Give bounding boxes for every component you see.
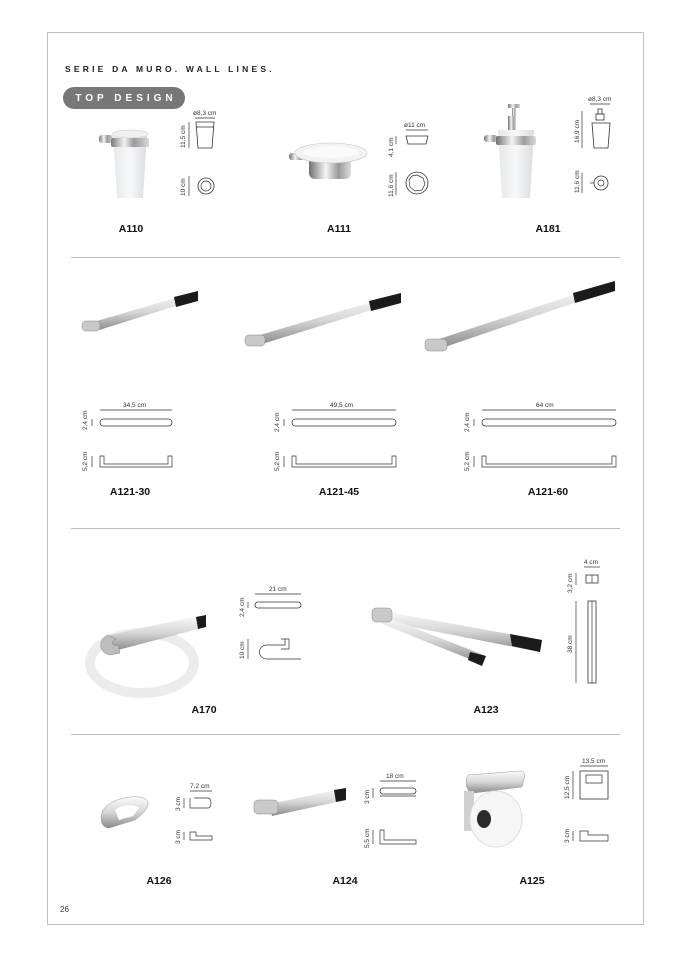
- dim-a121-45-depth: 5,2 cm: [274, 451, 281, 471]
- technical-drawing-a123: [560, 555, 615, 690]
- product-image-a121-45: [243, 285, 403, 355]
- dim-a126-depth: 3 cm: [175, 829, 182, 844]
- product-code-a121-30: A121-30: [109, 486, 151, 498]
- dim-a121-60-depth: 5,2 cm: [464, 451, 471, 471]
- dim-a125-height: 12,5 cm: [564, 775, 571, 799]
- product-code-a125: A125: [519, 875, 545, 887]
- product-image-a125: [460, 765, 530, 860]
- technical-drawing-a124: [358, 770, 423, 852]
- dim-a110-depth: 10 cm: [180, 178, 187, 196]
- dim-a170-length: 21 cm: [269, 586, 287, 593]
- dim-a170-depth: 10 cm: [239, 641, 246, 659]
- dim-a124-height: 3 cm: [364, 789, 371, 804]
- product-code-a124: A124: [332, 875, 358, 887]
- product-image-a123: [370, 600, 550, 690]
- technical-drawing-a111: [380, 120, 435, 205]
- section-divider-1: [71, 257, 620, 258]
- product-image-a121-60: [423, 275, 618, 360]
- product-code-a126: A126: [146, 875, 172, 887]
- technical-drawing-a121-45: [270, 398, 400, 476]
- product-code-a181: A181: [535, 223, 561, 235]
- page-number: 26: [60, 905, 69, 914]
- product-code-a121-45: A121-45: [318, 486, 360, 498]
- technical-drawing-a125: [558, 755, 618, 850]
- dim-a121-30-length: 34,5 cm: [123, 402, 147, 409]
- dim-a111-diameter: ø11 cm: [404, 122, 426, 129]
- dim-a110-height: 11,5 cm: [180, 125, 187, 148]
- dim-a110-diameter: ø8,3 cm: [193, 110, 217, 117]
- dim-a126-height: 3 cm: [175, 796, 182, 811]
- dim-a123-height: 3,2 cm: [567, 573, 574, 593]
- product-image-a121-30: [80, 285, 205, 345]
- dim-a111-height: 4,1 cm: [388, 137, 395, 157]
- product-image-a181: [478, 100, 548, 205]
- dim-a126-width: 7,2 cm: [190, 783, 210, 790]
- product-code-a170: A170: [191, 704, 217, 716]
- dim-a121-30-thickness: 2,4 cm: [82, 410, 89, 430]
- dim-a181-height: 16,9 cm: [574, 119, 581, 143]
- dim-a121-60-length: 64 cm: [536, 402, 554, 409]
- product-code-a111: A111: [327, 223, 351, 235]
- series-title: SERIE DA MURO. WALL LINES.: [65, 64, 275, 74]
- product-code-a110: A110: [118, 223, 144, 235]
- product-image-a126: [95, 790, 155, 835]
- section-divider-2: [71, 528, 620, 529]
- dim-a121-45-length: 49,5 cm: [330, 402, 354, 409]
- dim-a123-width: 4 cm: [584, 559, 599, 566]
- section-divider-3: [71, 734, 620, 735]
- dim-a121-45-thickness: 2,4 cm: [274, 412, 281, 432]
- dim-a181-depth: 11,6 cm: [574, 170, 581, 193]
- technical-drawing-a121-30: [78, 398, 178, 476]
- technical-drawing-a126: [170, 780, 220, 850]
- dim-a170-thickness: 2,4 cm: [239, 597, 246, 617]
- dim-a181-diameter: ø8,3 cm: [588, 96, 612, 103]
- technical-drawing-a170: [233, 583, 308, 668]
- dim-a124-depth: 5,5 cm: [364, 828, 371, 848]
- product-image-a110: [95, 120, 165, 205]
- dim-a125-depth: 3 cm: [564, 828, 571, 843]
- dim-a121-30-depth: 5,2 cm: [82, 451, 89, 471]
- product-code-a123: A123: [473, 704, 499, 716]
- dim-a125-width: 13,5 cm: [582, 758, 606, 765]
- top-design-badge: TOP DESIGN: [63, 87, 185, 109]
- dim-a121-60-thickness: 2,4 cm: [464, 412, 471, 432]
- dim-a123-length: 38 cm: [567, 635, 574, 653]
- product-image-a111: [285, 135, 370, 190]
- product-code-a121-60: A121-60: [527, 486, 569, 498]
- dim-a111-depth: 11,6 cm: [388, 174, 395, 197]
- product-image-a124: [252, 782, 352, 827]
- technical-drawing-a181: [568, 93, 618, 203]
- product-image-a170: [80, 605, 210, 700]
- technical-drawing-a121-60: [460, 398, 620, 476]
- dim-a124-length: 18 cm: [386, 773, 404, 780]
- technical-drawing-a110: [175, 108, 225, 203]
